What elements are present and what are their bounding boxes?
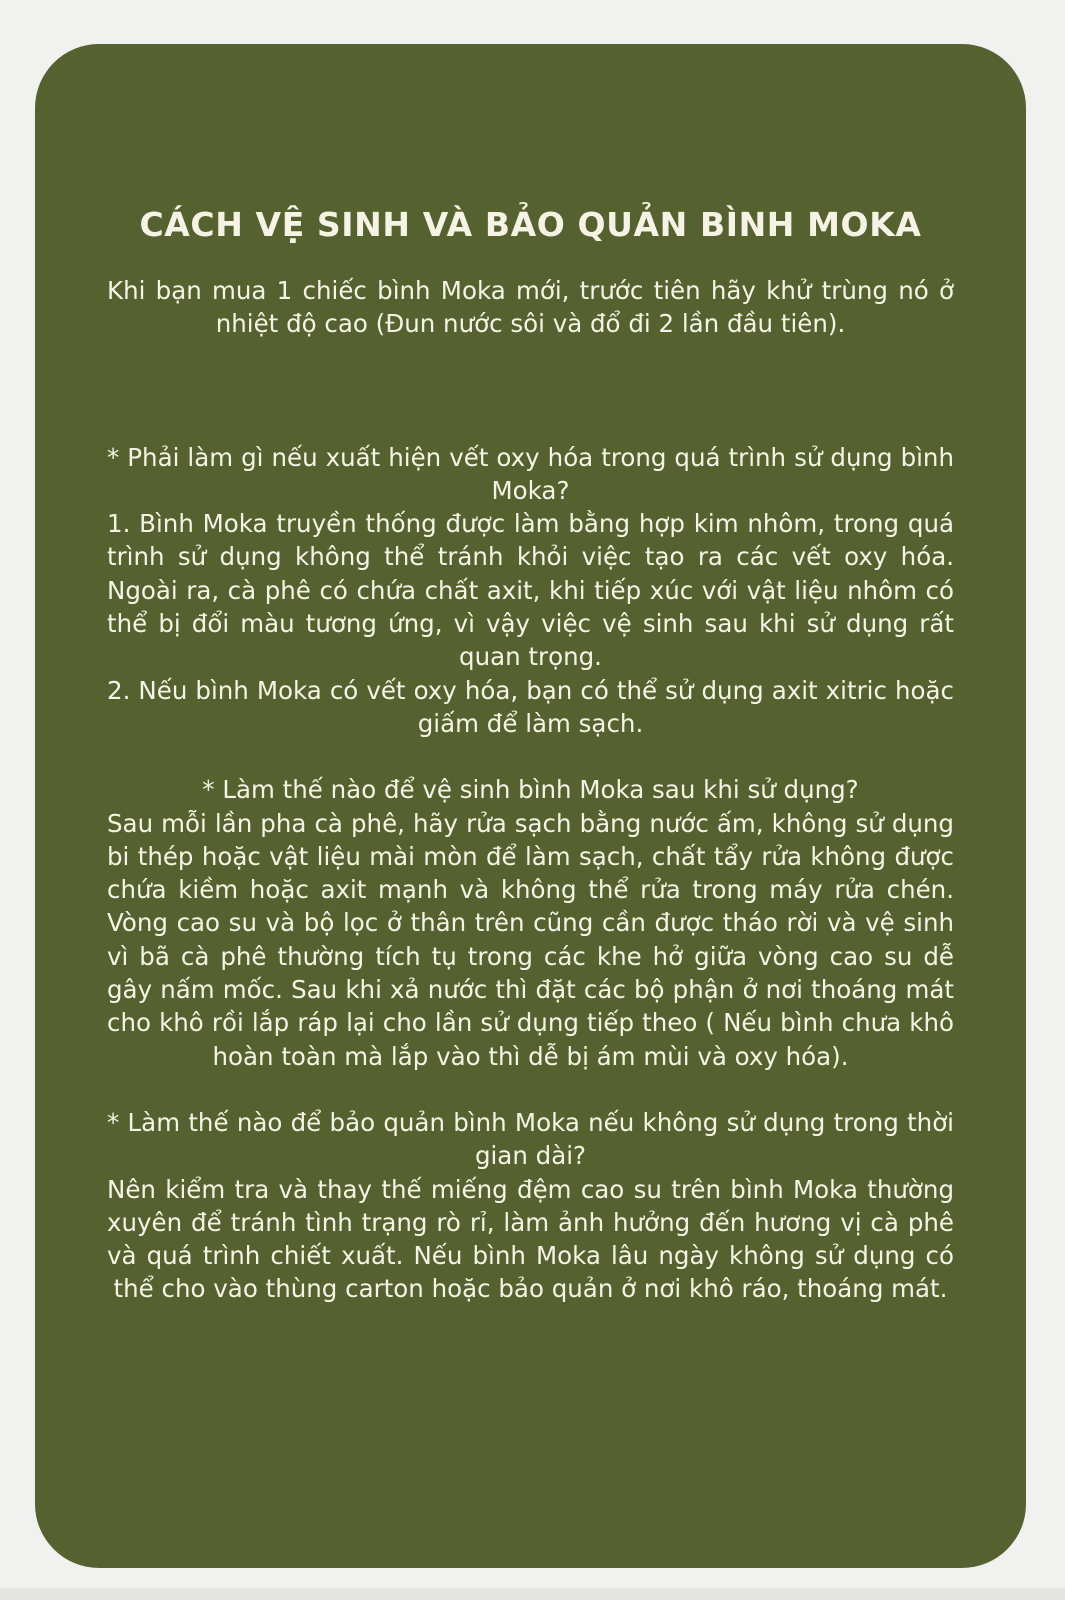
spacer bbox=[107, 1073, 954, 1106]
spacer bbox=[107, 341, 954, 441]
bottom-edge-bar bbox=[0, 1588, 1065, 1600]
section-oxidation-heading: * Phải làm gì nếu xuất hiện vết oxy hóa trong quá trình sử dụng bình Moka? bbox=[107, 442, 954, 505]
info-card bbox=[35, 44, 1026, 1568]
section-cleaning-heading: * Làm thế nào để vệ sinh bình Moka sau khi sử dụng? bbox=[202, 775, 859, 805]
section-oxidation-item-1: 1. Bình Moka truyền thống được làm bằng hợp kim nhôm, trong quá trình sử dụng không thể tránh khỏi việc tạo ra các vết oxy hóa. Ngoài ra, cà phê có chứa chất axit, khi tiếp xúc với vật liệu nhôm có thể bị đổi màu tương ứng, vì vậy việc vệ sinh sau khi sử dụng rất quan trọng. bbox=[107, 509, 954, 672]
page-title: CÁCH VỆ SINH VÀ BẢO QUẢN BÌNH MOKA bbox=[139, 205, 922, 244]
section-storage-heading: * Làm thế nào để bảo quản bình Moka nếu không sử dụng trong thời gian dài? bbox=[107, 1107, 954, 1171]
section-storage-body: Nên kiểm tra và thay thế miếng đệm cao su trên bình Moka thường xuyên để tránh tình trạng rò rỉ, làm ảnh hưởng đến hương vị cà phê và quá trình chiết xuất. Nếu bình Moka lâu ngày không sử dụng có thể cho vào thùng carton hoặc bảo quản ở nơi khô ráo, thoáng mát. bbox=[107, 1174, 954, 1304]
intro-paragraph: Khi bạn mua 1 chiếc bình Moka mới, trước tiên hãy khử trùng nó ở nhiệt độ cao (Đun nước sôi và đổ đi 2 lần đầu tiên). bbox=[107, 276, 954, 339]
section-cleaning-body: Sau mỗi lần pha cà phê, hãy rửa sạch bằng nước ấm, không sử dụng bi thép hoặc vật liệu mài mòn để làm sạch, chất tẩy rửa không được chứa kiềm hoặc axit mạnh và không thể rửa trong máy rửa chén. Vòng cao su và bộ lọc ở thân trên cũng cần được tháo rời và vệ sinh vì bã cà phê thường tích tụ trong các khe hở giữa vòng cao su dễ gây nấm mốc. Sau khi xả nước thì đặt các bộ phận ở nơi thoáng mát cho khô rồi lắp ráp lại cho lần sử dụng tiếp theo ( Nếu bình chưa khô hoàn toàn mà lắp vào thì dễ bị ám mùi và oxy hóa). bbox=[107, 808, 954, 1071]
spacer bbox=[107, 740, 954, 773]
section-oxidation-item-2: 2. Nếu bình Moka có vết oxy hóa, bạn có thể sử dụng axit xitric hoặc giấm để làm sạch. bbox=[107, 675, 954, 738]
